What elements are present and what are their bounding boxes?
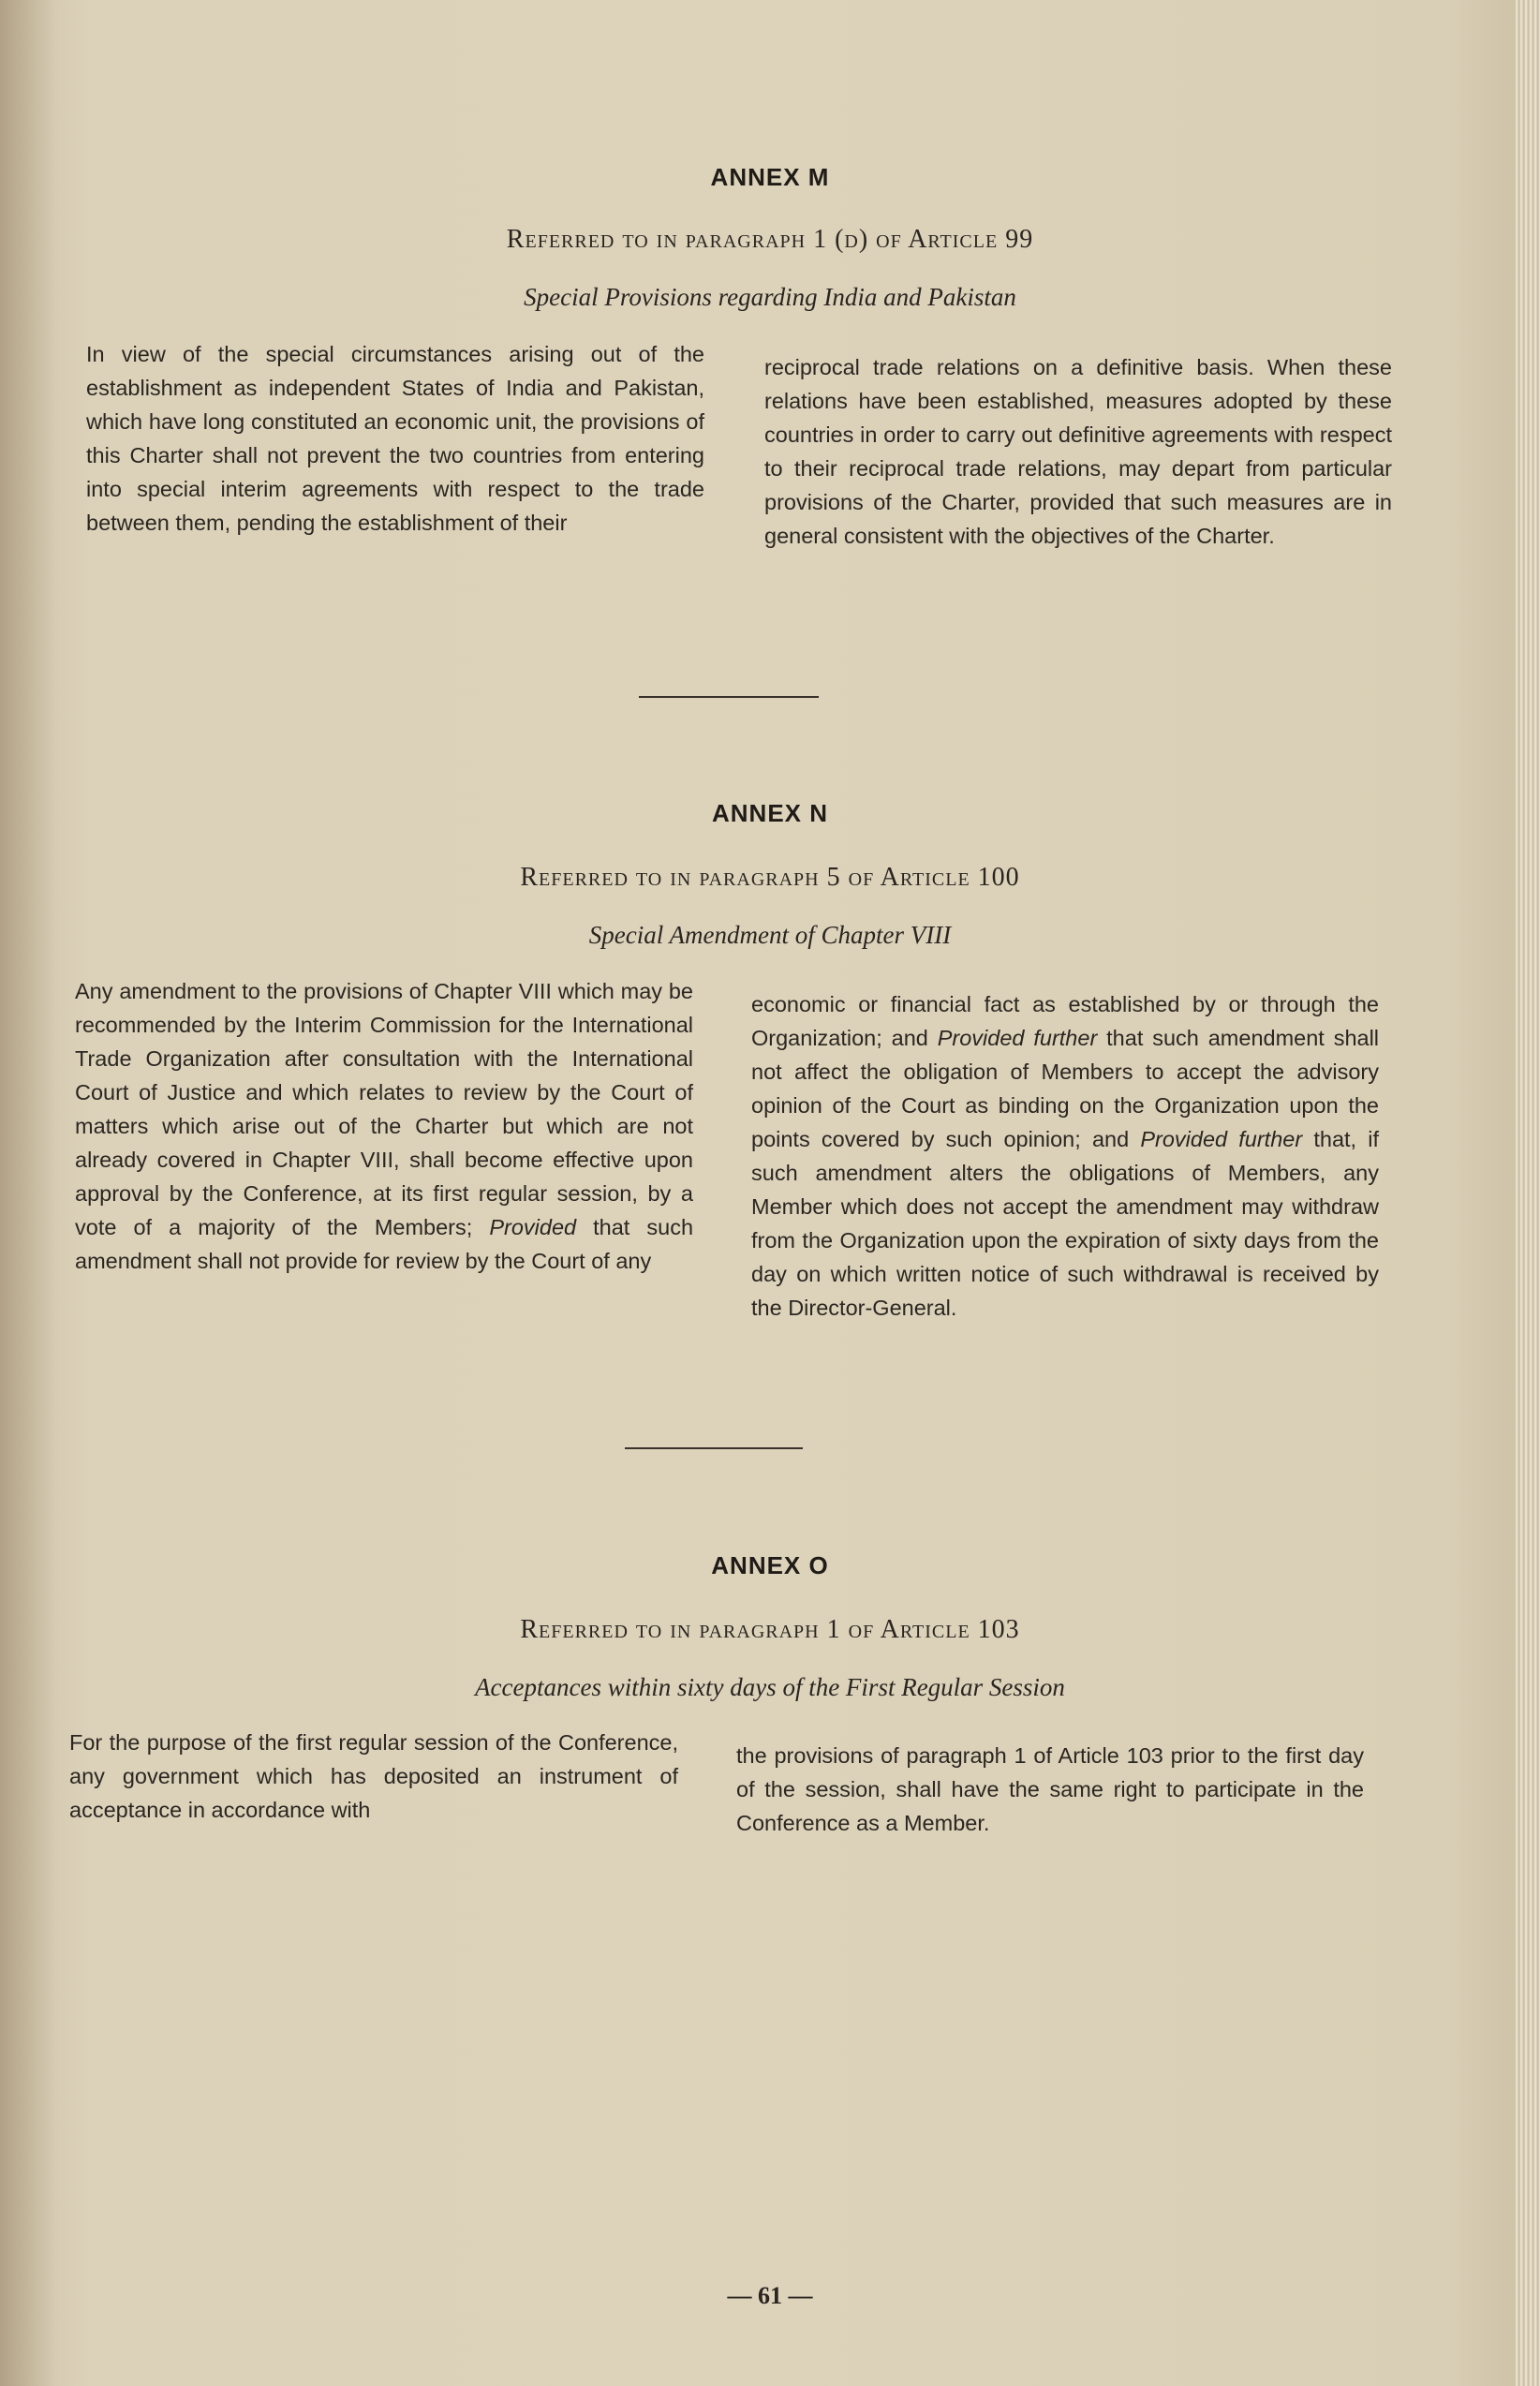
binding-shadow xyxy=(0,0,56,2386)
annex-m-left-column: In view of the special circumstances arising out of the establishment as independent States of India and Pakistan, which have long constituted an economic unit, the provisions of this Charter shall not prevent the two countries from entering into special interim agreements with respect to the trade between them, pending the establishment of their xyxy=(86,342,704,535)
annex-n-left-text-b: that such amendment shall not provide for review by the Court of any xyxy=(75,1215,694,1273)
annex-m-reference: Referred to in paragraph 1 (d) of Article 99 xyxy=(506,225,1034,254)
annex-n-right-column xyxy=(751,987,1379,1325)
annex-m-subtitle: Special Provisions regarding India and Pakistan xyxy=(524,283,1016,311)
annex-n-title: ANNEX N xyxy=(711,799,828,827)
annex-n-right-text-c: that, if such amendment alters the obligations of Members, any Member which does not accept the amendment may withdraw from the Organization upon the expiration of sixty days from the day on which written notice of such withdrawal is received by the Director-General. xyxy=(751,1127,1379,1320)
annex-n-left-text-a: Any amendment to the provisions of Chapter VIII which may be recommended by the Interim Commission for the International Trade Organization after consultation with the International Court of Justice and which relates to review by the Court of matters which arise out of the Charter but which are not already covered in Chapter VIII, shall become effective upon approval by the Conference, at its first regular session, by a vote of a majority of the Members; xyxy=(75,979,693,1239)
annex-o-left-column: For the purpose of the first regular session of the Conference, any government which has deposited an instrument of acceptance in accordance with xyxy=(69,1730,678,1822)
annex-n-right-text-a: economic or financial fact as established by or through the Organization; and xyxy=(751,992,1379,1050)
annex-o-right-column: the provisions of paragraph 1 of Article 103 prior to the first day of the session, shall have the same right to participate in the Conference as a Member. xyxy=(736,1743,1364,1835)
annex-m-title: ANNEX M xyxy=(710,163,830,191)
page-number: — 61 — xyxy=(727,2282,813,2309)
annex-n-reference: Referred to in paragraph 5 of Article 100 xyxy=(520,863,1020,892)
annex-n-right-text-b: that such amendment shall not affect the obligation of Members to accept the advisory opinion of the Court as binding on the Organization upon the points covered by such opinion; and xyxy=(751,1026,1380,1151)
section-divider-2 xyxy=(625,1447,803,1449)
page-edge xyxy=(1516,0,1540,2386)
section-divider-1 xyxy=(639,696,819,698)
annex-o-title: ANNEX O xyxy=(711,1551,829,1579)
annex-o-reference: Referred to in paragraph 1 of Article 103 xyxy=(520,1615,1020,1644)
annex-n-left-provided: Provided xyxy=(489,1215,577,1239)
annex-n-right-provided-1: Provided further xyxy=(937,1026,1098,1050)
annex-o-subtitle: Acceptances within sixty days of the First Regular Session xyxy=(475,1673,1065,1701)
annex-n-subtitle: Special Amendment of Chapter VIII xyxy=(588,921,952,949)
annex-m-right-column: reciprocal trade relations on a definitive basis. When these relations have been established, measures adopted by these countries in order to carry out definitive agreements with respect to their reciprocal trade relations, may depart from particular provisions of the Charter, provided that such measures are in general consistent with the objectives of the Charter. xyxy=(764,355,1392,548)
annex-n-left-column xyxy=(75,974,693,1278)
annex-n-right-provided-2: Provided further xyxy=(1140,1127,1303,1151)
